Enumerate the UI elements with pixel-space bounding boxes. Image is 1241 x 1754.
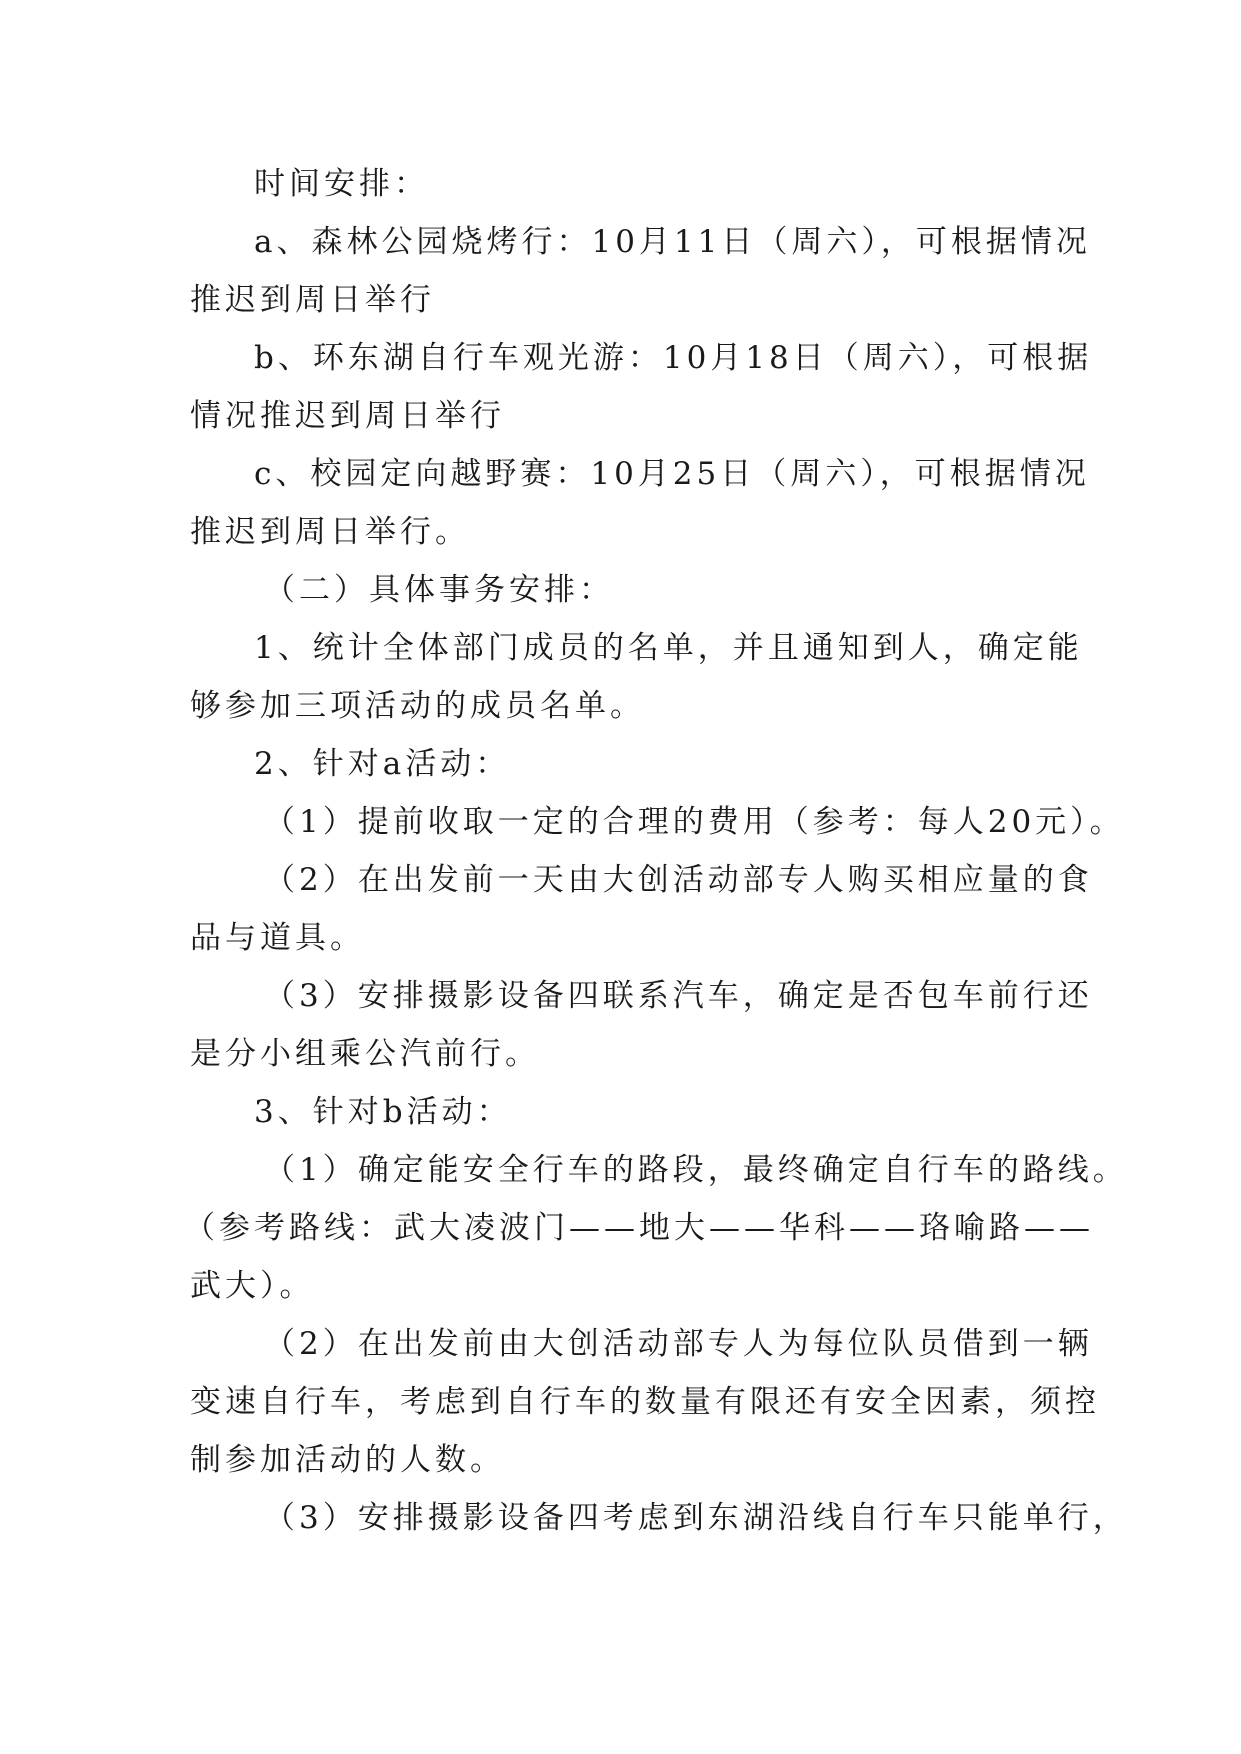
text-line: （3）安排摄影设备四考虑到东湖沿线自行车只能单行， [264, 1500, 1128, 1536]
text-line: 1、统计全体部门成员的名单，并且通知到人，确定能 [254, 630, 1083, 666]
text-line: 是分小组乘公汽前行。 [190, 1036, 540, 1072]
text-line: （参考路线：武大凌波门——地大——华科——珞喻路—— [184, 1210, 1094, 1246]
text-line: （1）提前收取一定的合理的费用（参考：每人20元）。 [264, 804, 1125, 840]
text-line: 武大）。 [190, 1268, 315, 1304]
text-line: 够参加三项活动的成员名单。 [190, 688, 645, 724]
text-line: 推迟到周日举行。 [190, 514, 470, 550]
text-line: （1）确定能安全行车的路段，最终确定自行车的路线。 [264, 1152, 1128, 1188]
text-line: （二）具体事务安排： [264, 572, 614, 608]
text-line: 2、针对a活动： [254, 746, 511, 782]
text-line: 变速自行车，考虑到自行车的数量有限还有安全因素，须控 [190, 1384, 1100, 1420]
text-line: c、校园定向越野赛：10月25日（周六），可根据情况 [254, 456, 1090, 492]
text-line: a、森林公园烧烤行：10月11日（周六），可根据情况 [254, 224, 1091, 260]
text-line: 制参加活动的人数。 [190, 1442, 505, 1478]
text-line: （3）安排摄影设备四联系汽车，确定是否包车前行还 [264, 978, 1093, 1014]
document-body [184, 155, 1128, 1547]
text-line: 情况推迟到周日举行 [190, 398, 505, 434]
text-line: 3、针对b活动： [254, 1094, 512, 1130]
text-line: 推迟到周日举行 [190, 282, 435, 318]
text-line: （2）在出发前由大创活动部专人为每位队员借到一辆 [264, 1326, 1093, 1362]
text-line: b、环东湖自行车观光游：10月18日（周六），可根据 [254, 340, 1093, 376]
text-line: 品与道具。 [190, 920, 365, 956]
text-line: 时间安排： [254, 166, 429, 202]
text-line: （2）在出发前一天由大创活动部专人购买相应量的食 [264, 862, 1093, 898]
